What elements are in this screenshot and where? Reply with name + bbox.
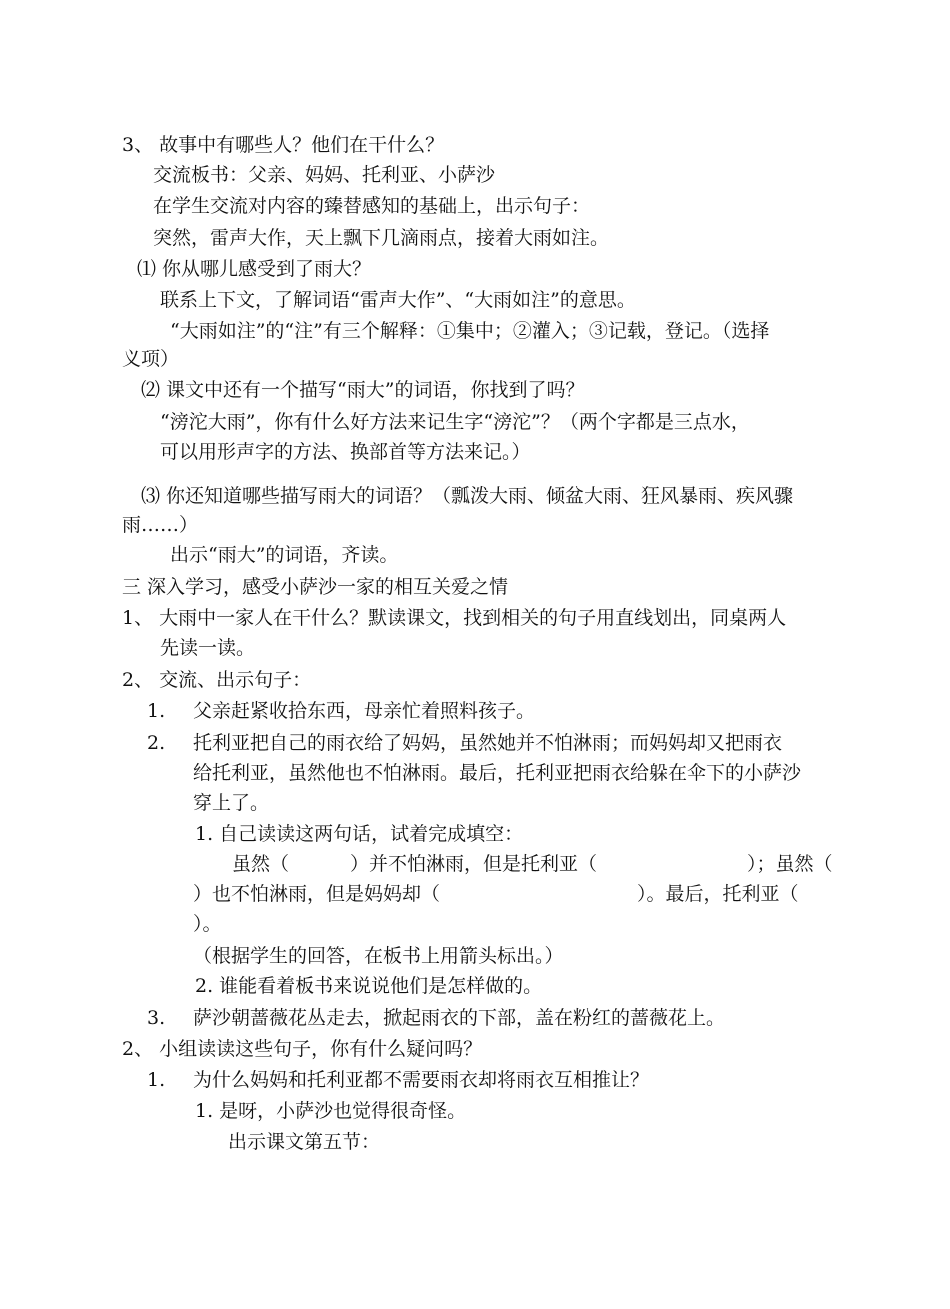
text-line: “滂沱大雨”，你有什么好方法来记生字“滂沱”？（两个字都是三点水，	[160, 411, 750, 433]
list-number: 1.	[147, 700, 166, 722]
fill-blank: ）。最后，托利亚（	[637, 883, 799, 905]
subitem-1: 1. 自己读读这两句话，试着完成填空：	[195, 823, 524, 845]
section-heading: 三 深入学习，感受小萨沙一家的相互关爱之情	[122, 576, 509, 598]
text-line: 萨沙朝蔷薇花丛走去，掀起雨衣的下部，盖在粉红的蔷薇花上。	[193, 1007, 726, 1029]
text-line: 父亲赶紧收拾东西，母亲忙着照料孩子。	[193, 700, 536, 722]
text-line: 为什么妈妈和托利亚都不需要雨衣却将雨衣互相推让？	[193, 1069, 650, 1091]
text-line: 托利亚把自己的雨衣给了妈妈，虽然她并不怕淋雨；而妈妈却又把雨衣	[193, 732, 783, 754]
text-line: 先读一读。	[160, 637, 256, 659]
subitem-2: 2. 谁能看着板书来说说他们是怎样做的。	[195, 975, 543, 997]
subitem-1b: 1. 是呀，小萨沙也觉得很奇怪。	[195, 1100, 467, 1122]
subquestion-1: ⑴ 你从哪儿感受到了雨大？	[137, 258, 372, 280]
text-line: 可以用形声字的方法、换部首等方法来记。）	[160, 441, 531, 463]
subquestion-3: ⑶ 你还知道哪些描写雨大的词语？（瓢泼大雨、倾盆大雨、狂风暴雨、疾风骤	[141, 485, 794, 507]
item-2b: 2、 小组读读这些句子，你有什么疑问吗？	[122, 1038, 483, 1060]
text-line: 雨……）	[122, 514, 199, 536]
text-line: 义项）	[122, 348, 180, 370]
text-line: 穿上了。	[193, 792, 270, 814]
text-line: 联系上下文，了解词语“雷声大作”、“大雨如注”的意思。	[160, 289, 636, 311]
text-line: 在学生交流对内容的臻替感知的基础上，出示句子：	[153, 195, 591, 217]
fill-blank: ）。	[193, 913, 222, 935]
subquestion-2: ⑵ 课文中还有一个描写“雨大”的词语，你找到了吗？	[141, 379, 585, 401]
list-number: 2.	[147, 732, 166, 754]
text-line: “大雨如注”的“注”有三个解释：①集中；②灌入；③记载，登记。（选择	[170, 320, 770, 342]
board-notes: 交流板书：父亲、妈妈、托利亚、小萨沙	[153, 164, 496, 186]
text-line: 给托利亚，虽然他也不怕淋雨。最后，托利亚把雨衣给躲在伞下的小萨沙	[193, 762, 802, 784]
list-number: 1.	[147, 1069, 166, 1091]
fill-blank: ）也不怕淋雨，但是妈妈却（	[193, 883, 441, 905]
example-sentence: 突然，雷声大作，天上飘下几滴雨点，接着大雨如注。	[153, 227, 610, 249]
fill-blank: 虽然（	[232, 853, 290, 875]
text-line: 出示“雨大”的词语，齐读。	[170, 544, 399, 566]
fill-blank: ）并不怕淋雨，但是托利亚（	[350, 853, 598, 875]
list-number: 3.	[147, 1007, 166, 1029]
question-3: 3、 故事中有哪些人？他们在干什么？	[122, 134, 445, 156]
text-line: 出示课文第五节：	[228, 1131, 381, 1153]
item-2: 2、 交流、出示句子：	[122, 669, 312, 691]
item-1: 1、 大雨中一家人在干什么？默读课文，找到相关的句子用直线划出，同桌两人	[122, 607, 787, 629]
text-line: （根据学生的回答，在板书上用箭头标出。）	[193, 945, 564, 967]
fill-blank: ）；虽然（	[747, 853, 833, 875]
